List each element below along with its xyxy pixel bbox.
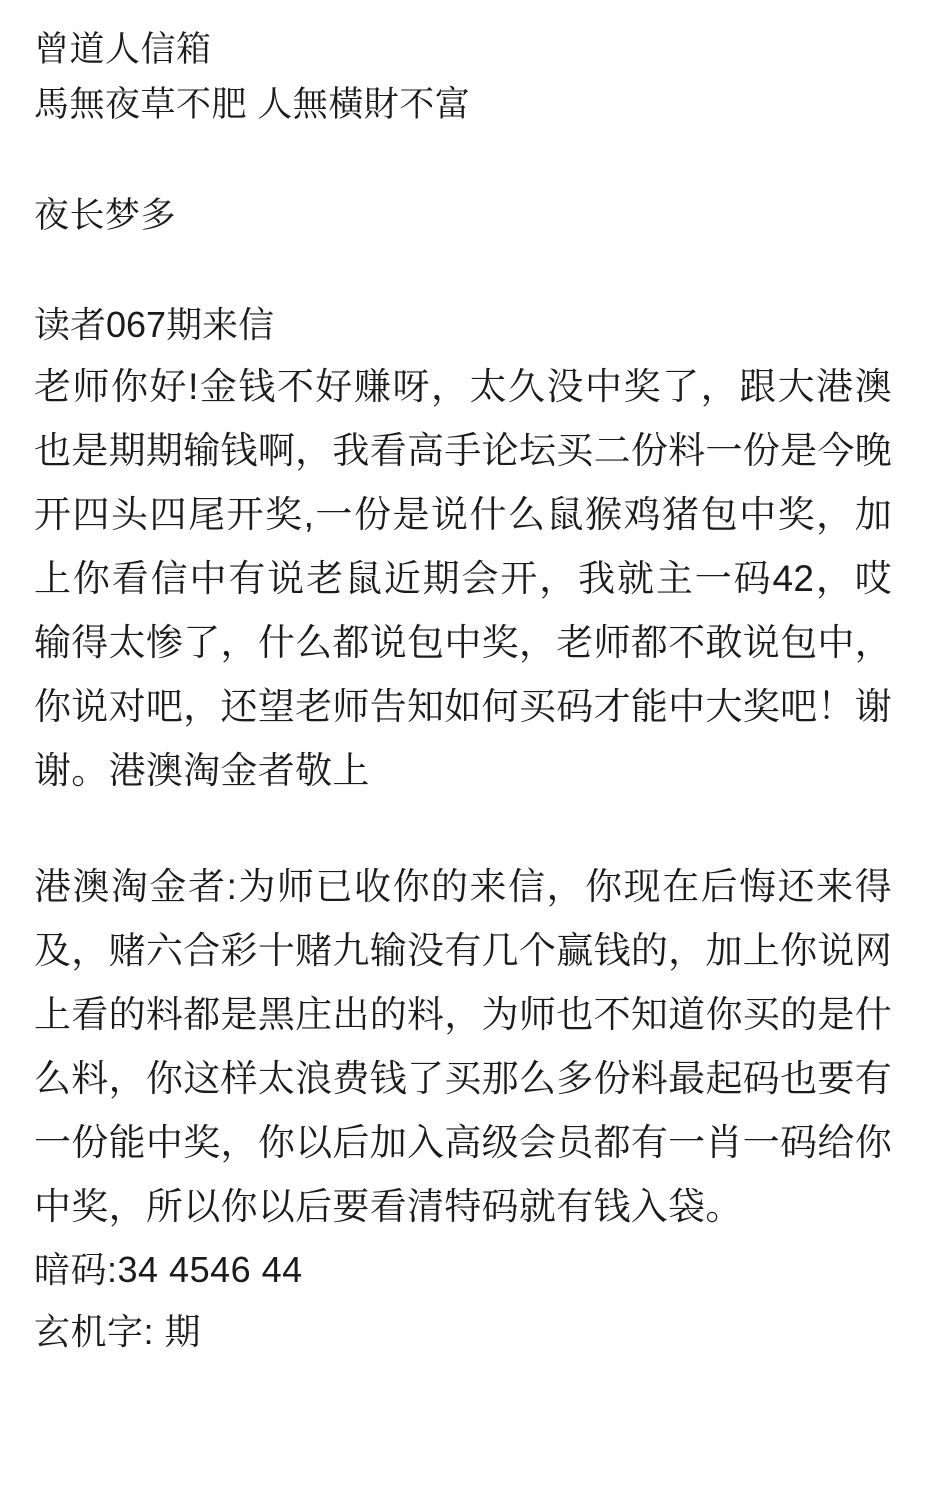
letter-heading: 读者067期来信 — [34, 304, 275, 345]
spacer-after-idiom — [34, 243, 892, 295]
footer-block — [34, 1239, 892, 1363]
idiom-text: 夜长梦多 — [34, 196, 177, 235]
reply-body: 港澳淘金者:为师已收你的来信，你现在后悔还来得及，赌六合彩十赌九输没有几个赢钱的，加上你说网上看的料都是黑庄出的料，为师也不知道你买的是什么料，你这样太浪费钱了买那么多份料最起码也要有一份能中奖，你以后加入高级会员都有一肖一码给你中奖，所以你以后要看清特码就有钱入袋。 — [34, 866, 892, 1227]
header-block — [34, 22, 892, 132]
mystery-word-line: 玄机字: 期 — [34, 1311, 202, 1352]
page-subtitle: 馬無夜草不肥 人無橫財不富 — [34, 85, 471, 124]
secret-code-line: 暗码:34 4546 44 — [34, 1249, 303, 1290]
page-title: 曾道人信箱 — [34, 30, 212, 69]
letter-body: 老师你好!金钱不好赚呀，太久没中奖了，跟大港澳也是期期输钱啊，我看高手论坛买二份料一份是今晚开四头四尾开奖,一份是说什么鼠猴鸡猪包中奖，加上你看信中有说老鼠近期会开，我就主一码42，哎输得太惨了，什么都说包中奖，老师都不敢说包中，你说对吧，还望老师告知如何买码才能中大奖吧！谢谢。港澳淘金者敬上 — [34, 366, 892, 791]
spacer-after-header — [34, 132, 892, 188]
spacer-after-letter — [34, 803, 892, 855]
